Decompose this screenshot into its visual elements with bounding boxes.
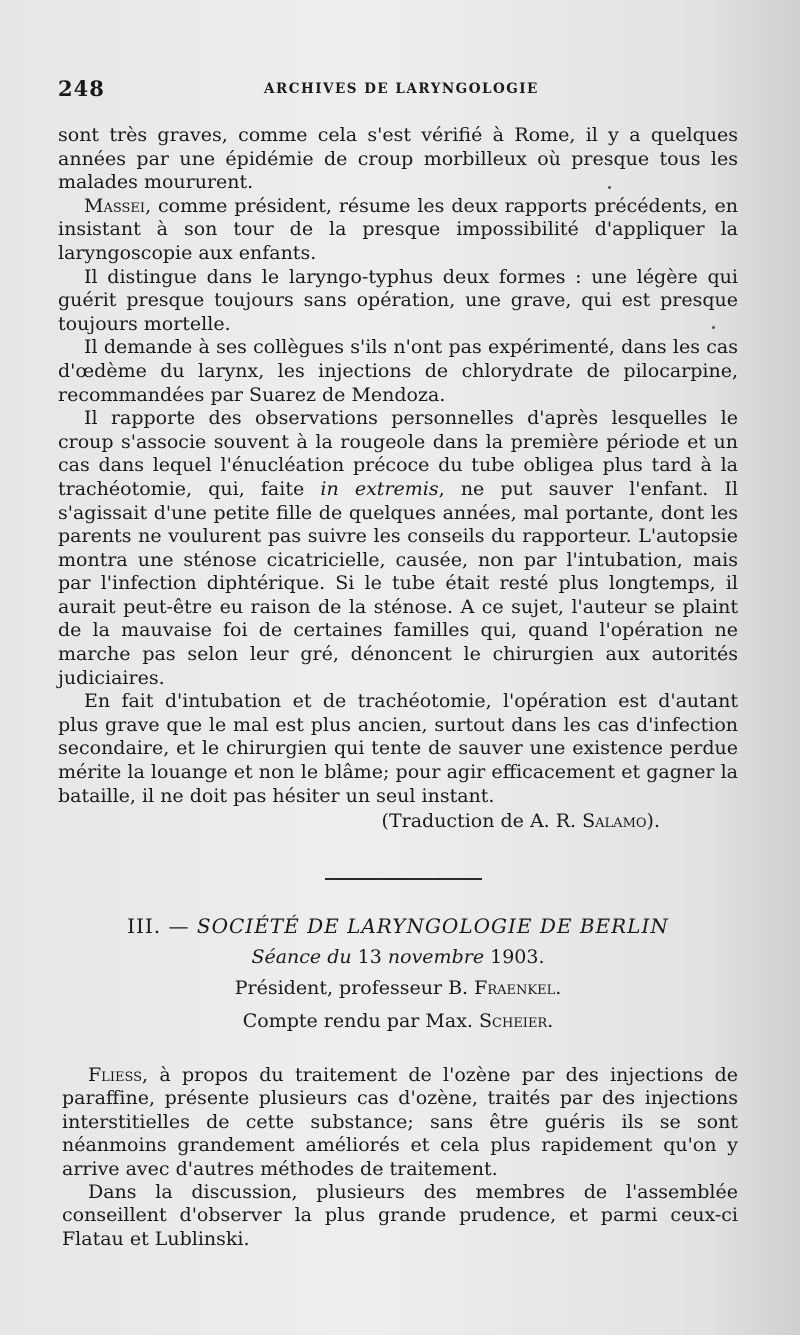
report-line bbox=[58, 1003, 738, 1039]
paragraph-6 bbox=[58, 690, 738, 808]
paragraph-5 bbox=[58, 407, 738, 690]
paragraph-1 bbox=[58, 124, 738, 195]
section-title bbox=[58, 912, 738, 940]
paragraph-2-text: , comme président, résume les deux rapports précédents, en insistant à son tour de la presque impossibilité d'appliquer la laryngoscopie aux enfants. bbox=[58, 194, 738, 264]
section-number: III. — bbox=[127, 914, 197, 938]
reporter-name: Scheier bbox=[479, 1010, 548, 1032]
credit-suffix: ). bbox=[646, 810, 660, 833]
session-day: 13 bbox=[357, 946, 382, 968]
print-speck bbox=[712, 326, 715, 329]
paragraph-2 bbox=[58, 195, 738, 266]
running-head: ARCHIVES DE LARYNGOLOGIE bbox=[264, 81, 539, 97]
page-number: 248 bbox=[58, 76, 105, 101]
body-text bbox=[58, 124, 738, 834]
paragraph-3 bbox=[58, 266, 738, 337]
president-line bbox=[58, 974, 738, 1003]
paragraph-6-text: En fait d'intubation et de trachéotomie, l'opération est d'autant plus grave que le mal est plus ancien, surtout dans les cas d'infection secondaire, et le chirurgien qui tente de sauver une existence perdue mérite la louange et non le blâme; pour agir efficacement et gagner la bataille, il ne doit pas hésiter un seul instant. bbox=[58, 690, 738, 807]
section-paragraph-1 bbox=[62, 1064, 738, 1181]
print-speck bbox=[608, 186, 611, 189]
author-name-fliess: Fliess bbox=[88, 1064, 143, 1086]
translation-credit bbox=[58, 810, 738, 834]
president-suffix: . bbox=[555, 977, 562, 999]
session-year: 1903. bbox=[490, 946, 545, 968]
paragraph-3-text: Il distingue dans le laryngo-typhus deux formes : une légère qui guérit presque toujours sans opération, une grave, qui est presque toujours mortelle. bbox=[58, 265, 738, 335]
session-date bbox=[58, 940, 738, 974]
section-divider bbox=[325, 878, 482, 880]
paragraph-5-text-b: , ne put sauver l'enfant. Il s'agissait d'une petite fille de quelques années, mal portante, dont les parents ne voulurent pas suivre les conseils du rapporteur. L'autopsie montra une sténose cicatricielle, causée, non par l'intubation, mais par l'infection diphtérique. Si le tube était resté plus longtemps, il aurait peut-être eu raison de la sténose. A ce sujet, l'auteur se plaint de la mauvaise foi de certaines familles qui, quand l'opération ne marche pas selon leur gré, dénoncent le chirurgien aux autorités judiciaires. bbox=[58, 477, 738, 689]
paragraph-5-text-a: Il rapporte des observations personnelles d'après lesquelles le croup s'associe souvent à la rougeole dans la première période et un cas dans lequel l'énucléation précoce du tube obligea plus tard à la trachéotomie, qui, faite bbox=[58, 407, 738, 500]
president-prefix: Président, professeur B. bbox=[234, 977, 475, 999]
report-suffix: . bbox=[547, 1010, 554, 1032]
credit-prefix: (Traduction de A. R. bbox=[381, 810, 583, 833]
paragraph-5-italic: in extremis bbox=[320, 477, 439, 500]
paragraph-4 bbox=[58, 336, 738, 407]
report-prefix: Compte rendu par Max. bbox=[242, 1010, 480, 1032]
section-paragraph-2-text: Dans la discussion, plusieurs des membres de l'assemblée conseillent d'observer la plus grande prudence, et parmi ceux-ci Flatau et Lublinski. bbox=[62, 1181, 738, 1250]
president-name: Fraenkel bbox=[474, 977, 556, 999]
page-header bbox=[58, 76, 748, 106]
session-prefix: Séance du bbox=[251, 946, 358, 968]
section-name: SOCIÉTÉ DE LARYNGOLOGIE DE BERLIN bbox=[196, 914, 669, 938]
author-name-massei: Massei bbox=[84, 194, 146, 217]
translator-name: Salamo bbox=[582, 810, 647, 833]
section-paragraph-2 bbox=[62, 1181, 738, 1251]
paragraph-1-text: sont très graves, comme cela s'est vérifié à Rome, il y a quelques années par une épidémie de croup morbilleux où presque tous les malades moururent. bbox=[58, 124, 738, 194]
section-paragraph-1-text: , à propos du traitement de l'ozène par des injections de paraffine, présente plusieurs cas d'ozène, traités par des injections interstitielles de cette substance; sans être guéris ils se sont néanmoins grandement améliorés et cela plus rapidement qu'on y arrive avec d'autres méthodes de traitement. bbox=[62, 1064, 738, 1180]
section-heading bbox=[58, 912, 738, 1039]
session-month: novembre bbox=[381, 946, 491, 968]
section-body bbox=[62, 1064, 738, 1251]
paragraph-4-text: Il demande à ses collègues s'ils n'ont pas expérimenté, dans les cas d'œdème du larynx, les injections de chlorydrate de pilocarpine, recommandées par Suarez de Mendoza. bbox=[58, 336, 738, 406]
